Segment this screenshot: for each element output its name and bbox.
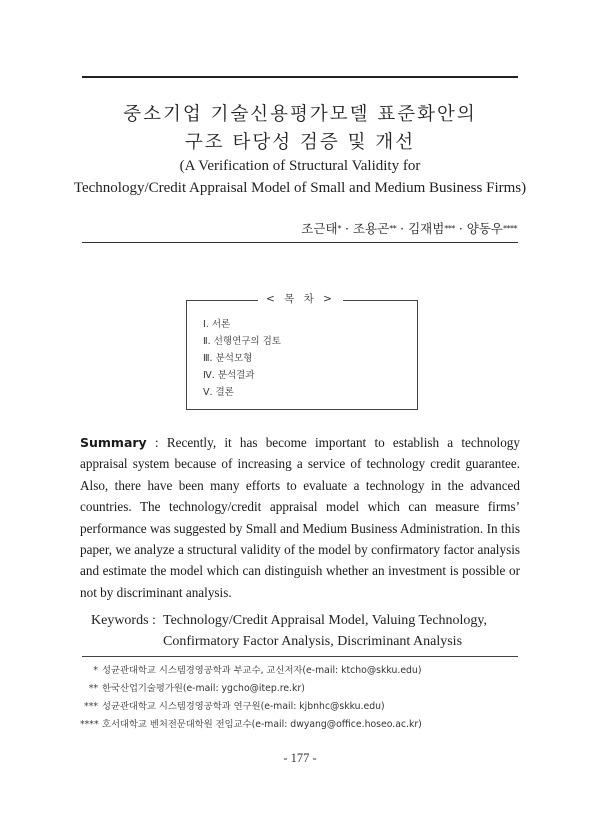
author-separator: · <box>454 221 467 236</box>
author-name: 조용곤 <box>352 221 390 236</box>
toc-item: Ⅱ. 선행연구의 검토 <box>203 336 281 347</box>
english-title-line-1: (A Verification of Structural Validity for <box>179 158 421 174</box>
footnote-text: 호서대학교 벤처전문대학원 전임교수(e-mail: dwyang@office.hoseo.ac.kr) <box>102 719 422 730</box>
page-number: - 177 - <box>283 751 317 765</box>
footnote <box>80 680 422 698</box>
footnote-rule <box>82 656 518 657</box>
footnote-text: 성균관대학교 시스템경영공학과 연구원(e-mail: kjbnhc@skku.edu) <box>102 701 385 712</box>
keywords-label: Keywords : <box>91 613 156 628</box>
author-mark: ** <box>389 224 397 233</box>
footnote <box>80 716 422 734</box>
korean-title-line-1: 중소기업 기술신용평가모델 표준화안의 <box>123 104 477 125</box>
footnote <box>80 698 422 716</box>
footnote-mark: *** <box>84 701 98 712</box>
toc-item: Ⅴ. 결론 <box>203 387 234 398</box>
author-mark: * <box>337 224 342 233</box>
summary-paragraph <box>80 432 520 603</box>
english-title-line-2: Technology/Credit Appraisal Model of Small and Medium Business Firms) <box>73 180 527 196</box>
author-separator: · <box>396 221 409 236</box>
author-name: 조근태 <box>301 221 338 236</box>
summary-label: Summary <box>80 435 147 450</box>
author-separator: · <box>341 221 353 236</box>
footnote <box>80 662 422 680</box>
footnotes <box>80 662 422 734</box>
summary-text: : Recently, it has become important to establish a technology appraisal system because of increasing a service of technology credit guarantee. Also, there have been many efforts to evaluate a technology in the advanced countries. The technology/credit appraisal model which can measure firms’ performance was suggested by Small and Medium Business Administration. In this paper, we analyze a structural validity of the model by confirmatory factor analysis and estimate the model which can distinguish whether an investment is possible or not by discriminant analysis. <box>80 435 520 600</box>
table-of-contents-title: < 목 차 > <box>258 291 343 306</box>
author-rule <box>82 242 518 243</box>
korean-title-line-2: 구조 타당성 검증 및 개선 <box>184 132 416 153</box>
top-rule <box>82 76 518 78</box>
keywords-line-2: Confirmatory Factor Analysis, Discriminant Analysis <box>163 634 463 649</box>
author-name: 양동우 <box>466 221 503 236</box>
keywords-block <box>91 610 531 652</box>
footnote-mark: ** <box>88 683 98 694</box>
author-name: 김재범 <box>408 221 445 236</box>
footnote-mark: * <box>93 665 98 676</box>
footnote-mark: **** <box>80 719 99 730</box>
toc-item: Ⅳ. 분석결과 <box>203 370 255 381</box>
footnote-text: 성균관대학교 시스템경영공학과 부교수, 교신저자(e-mail: ktcho@skku.edu) <box>102 665 422 676</box>
keywords-line-1: Technology/Credit Appraisal Model, Valuing Technology, <box>163 613 488 628</box>
footnote-text: 한국산업기술평가원(e-mail: ygcho@itep.re.kr) <box>102 683 305 694</box>
table-of-contents-list <box>203 316 281 401</box>
author-mark: **** <box>503 224 517 233</box>
author-mark: *** <box>444 224 455 233</box>
toc-item: Ⅲ. 분석모형 <box>203 353 253 364</box>
author-list <box>301 219 517 237</box>
toc-item: Ⅰ. 서론 <box>203 319 231 330</box>
